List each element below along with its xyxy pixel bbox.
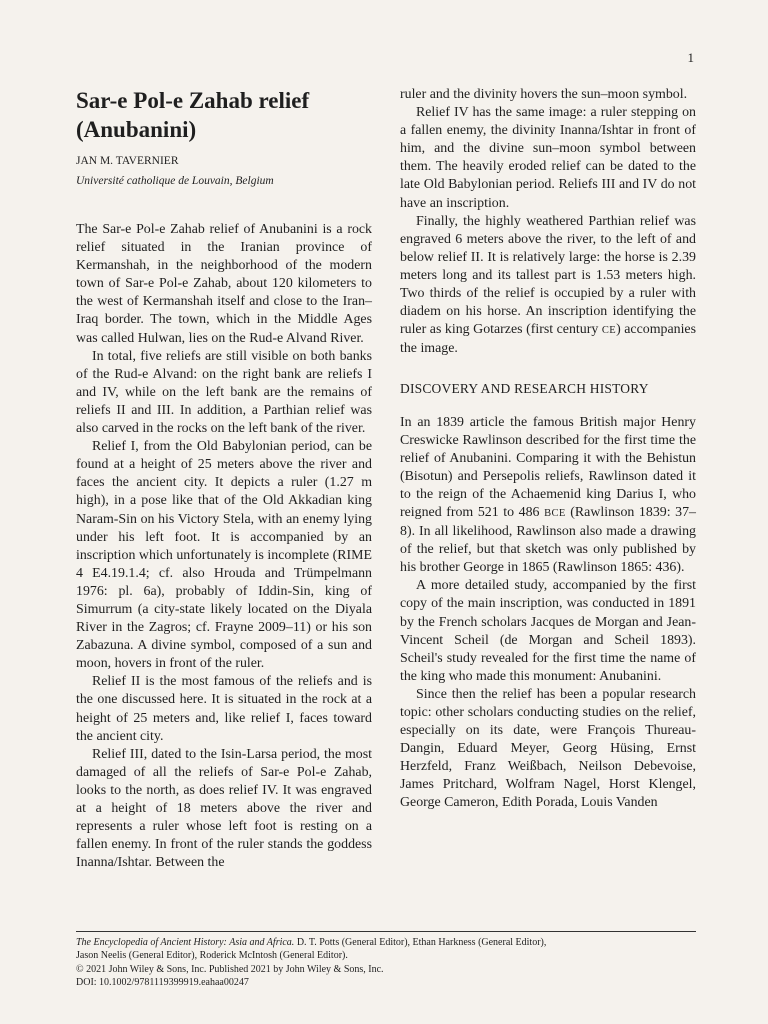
era-abbreviation: CE [601, 325, 617, 337]
article-author: JAN M. TAVERNIER [76, 155, 179, 167]
left-column [76, 86, 372, 872]
paragraph [400, 213, 696, 359]
text-span: In an 1839 article the famous British major Henry Creswicke Rawlinson described for the first time the relief of Anubanini. Comparing it with the Behistun (Bisotun) and Persepolis reliefs, Rawlinson dated it to the reign of the Achaemenid king Darius I, who reigned from 521 to 486 [400, 414, 696, 520]
article-title: Sar-e Pol-e Zahab relief (Anubanini) [76, 88, 310, 142]
paragraph: Relief II is the most famous of the reliefs and is the one discussed here. It is situated in the rock at a height of 25 meters and, like relief I, faces toward the ancient city. [76, 674, 372, 744]
paragraph: Relief III, dated to the Isin-Larsa period, the most damaged of all the reliefs of Sar-e Pol-e Zahab, looks to the north, as does relief IV. It was engraved at a height of 18 meters above the river and represents a ruler whose left foot is resting on a fallen enemy. In front of the ruler stands the goddess Inanna/Ishtar. Between the [76, 746, 372, 871]
footer-editors: D. T. Potts (General Editor), Ethan Harkness (General Editor), [294, 937, 547, 948]
right-column [400, 86, 696, 813]
paragraph [400, 414, 696, 578]
paragraph: In total, five reliefs are still visible on both banks of the Rud-e Alvand: on the right bank are reliefs I and IV, while on the left bank are the remains of reliefs II and III. In addition, a Parthian relief was also carved in the rocks on the left bank of the river. [76, 348, 372, 437]
footer-citation [76, 936, 696, 949]
footer-copyright: © 2021 John Wiley & Sons, Inc. Published 2021 by John Wiley & Sons, Inc. [76, 963, 384, 975]
text-span: (Rawlinson 1839: 37–8). In all likelihood, Rawlinson also made a drawing of the relief, but that sketch was only published by his brother George in 1865 (Rawlinson 1865: 436). [400, 504, 696, 576]
paragraph: The Sar-e Pol-e Zahab relief of Anubanini is a rock relief situated in the Iranian province of Kermanshah, in the neighborhood of the modern town of Sar-e Pol-e Zahab, about 120 kilometers to the west of Kermanshah itself and close to the Iran–Iraq border. The town, which in the Middle Ages was called Hulwan, lies on the Rud-e Alvand River. [76, 222, 372, 346]
era-abbreviation: BCE [544, 507, 566, 519]
encyclopedia-title: The Encyclopedia of Ancient History: Asia and Africa. [76, 937, 295, 948]
section-heading: DISCOVERY AND RESEARCH HISTORY [400, 381, 649, 397]
paragraph: Relief IV has the same image: a ruler stepping on a fallen enemy, the divinity Inanna/Ishtar in front of him, and the divine sun–moon symbol between them. The heavily eroded relief can be dated to the late Old Babylonian period. Reliefs III and IV do not have an inscription. [400, 105, 696, 211]
footer-editors-line2: Jason Neelis (General Editor), Roderick McIntosh (General Editor). [76, 950, 348, 962]
paragraph: ruler and the divinity hovers the sun–moon symbol. [400, 87, 688, 102]
author-affiliation: Université catholique de Louvain, Belgium [76, 175, 274, 187]
text-span: ) accompanies the image. [400, 322, 696, 357]
paragraph: Relief I, from the Old Babylonian period, can be found at a height of 25 meters above the river and faces the ancient city. It depicts a ruler (1.27 m high), in a pose like that of the Old Akkadian king Naram-Sin on his Victory Stela, with an enemy lying under his left foot. It is accompanied by an inscription which unfortunately is incomplete (RIME 4 E4.19.1.4; cf. also Hrouda and Trümpelmann 1976: pl. 6a), probably of Iddin-Sin, king of Simurrum (a city-state likely located on the Diyala River in the Zagros; cf. Frayne 2009–11) or his son Zabazuna. A divine symbol, composed of a sun and moon, hovers in front of the ruler. [76, 439, 372, 672]
page-footer [76, 931, 696, 990]
footer-doi: DOI: 10.1002/9781119399919.eahaa00247 [76, 977, 249, 989]
page-number: 1 [687, 50, 694, 65]
text-span: Finally, the highly weathered Parthian relief was engraved 6 meters above the river, to the left of and below relief II. It is relatively large: the horse is 2.39 meters long and its tallest part is 1.53 meters high. Two thirds of the relief is occupied by a ruler with diadem on his horse. An inscription identifying the ruler as king Gotarzes (first century [400, 213, 696, 338]
paragraph: Since then the relief has been a popular research topic: other scholars conducting studies on the relief, especially on its date, were François Thureau-Dangin, Eduard Meyer, Georg Hüsing, Ernst Herzfeld, Franz Weißbach, Neilson Debevoise, James Pritchard, Wolfram Nagel, Horst Klengel, George Cameron, Edith Porada, Louis Vanden [400, 686, 696, 811]
paragraph: A more detailed study, accompanied by the first copy of the main inscription, was conducted in 1891 by the French scholars Jacques de Morgan and Jean-Vincent Scheil (de Morgan and Scheil 1893). Scheil's study revealed for the first time the name of the king who made this monument: Anubanini. [400, 578, 696, 684]
